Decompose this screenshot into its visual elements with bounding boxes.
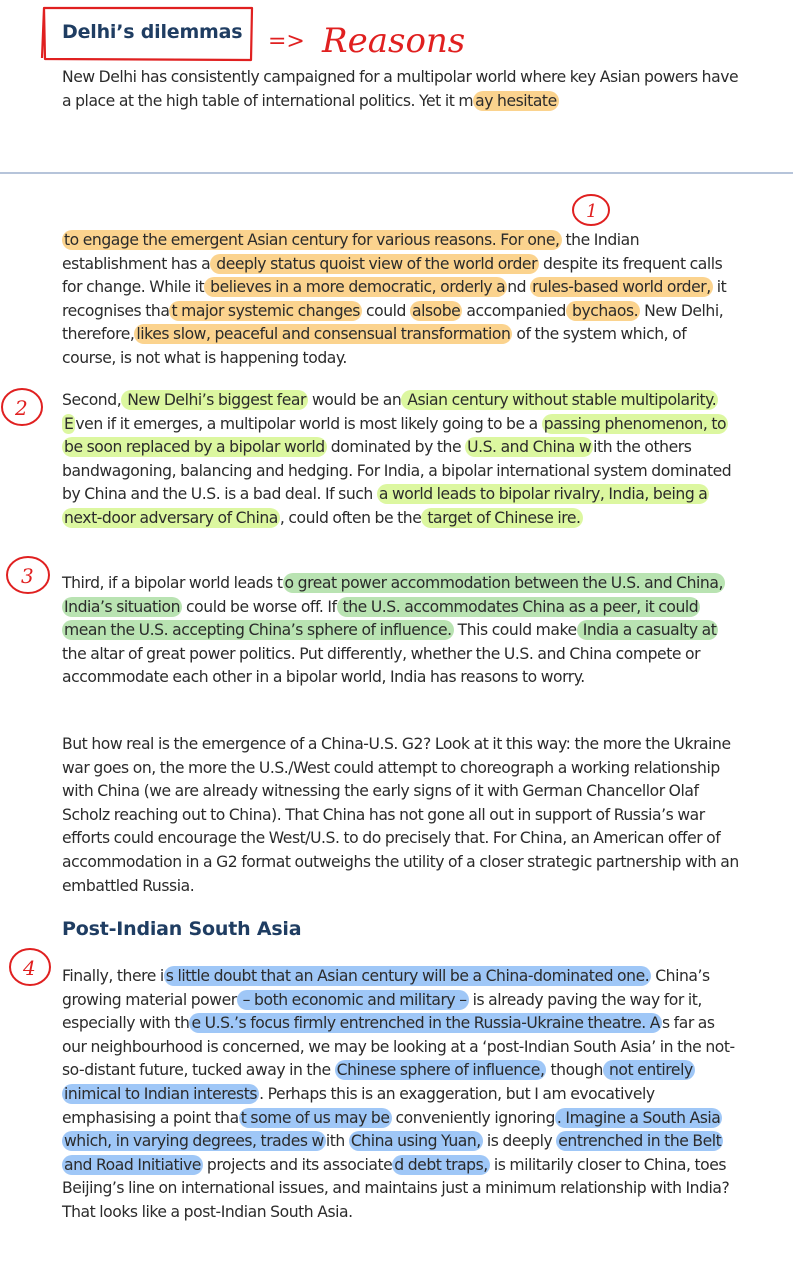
body-text: . Perhaps this is an exaggeration, but I am evocatively emphasising a point tha <box>62 1084 655 1127</box>
highlighted-text: the U.S. accommodates China as a peer, it could mean the U.S. accepting China’s sphere of influence. <box>64 597 699 640</box>
body-text: could be worse off. If <box>182 597 337 616</box>
body-text: New Delhi, therefore, <box>62 301 724 344</box>
highlighted-text: ay hesitate <box>475 91 557 110</box>
body-text: , could often be the <box>279 508 422 527</box>
section-heading-post-indian-south-asia: Post-Indian South Asia <box>62 918 302 940</box>
highlighted-text: believes in a more democratic, orderly a <box>206 278 506 297</box>
body-text: would be an <box>307 391 402 409</box>
paragraph-reason-four <box>62 965 742 1225</box>
highlighted-text: t major systemic changes <box>171 301 360 320</box>
body-text: Second, <box>62 391 122 409</box>
body-text: is already paving the way for it, especially with th <box>62 990 702 1033</box>
highlighted-text: entrenched in the Belt and Road Initiative <box>64 1132 722 1174</box>
marker-circle-4 <box>10 949 50 985</box>
highlighted-text: not entirely inimical to Indian interests <box>64 1061 693 1103</box>
highlighted-text: e U.S.’s focus firmly entrenched in the Russia-Ukraine theatre. A <box>191 1014 660 1033</box>
reasons-annotation: Reasons <box>322 21 466 61</box>
marker-1: 1 <box>586 201 598 222</box>
body-text: the Indian establishment has a <box>62 231 640 273</box>
highlighted-text: likes slow, peaceful and consensual transformation <box>136 325 511 344</box>
body-text: ith <box>325 1132 349 1151</box>
body-text: Third, if a bipolar world leads t <box>62 574 283 592</box>
highlighted-text: passing phenomenon, to be soon replaced by a bipolar world <box>64 414 727 457</box>
highlighted-text: Asian century without stable multipolarity. E <box>64 391 717 433</box>
marker-4: 4 <box>23 956 36 980</box>
highlighted-text: s little doubt that an Asian century will be a China-dominated one. <box>165 967 650 985</box>
highlighted-text: China using Yuan, <box>350 1132 481 1151</box>
highlighted-text: to engage the emergent Asian century for various reasons. For one, <box>64 231 560 249</box>
highlighted-text: U.S. and China w <box>467 438 592 457</box>
highlighted-text: Chinese sphere of influence, <box>336 1061 545 1080</box>
highlighted-text: – both economic and military – <box>238 990 467 1009</box>
highlighted-text: rules-based world order, <box>532 278 711 297</box>
highlighted-text: d debt traps, <box>394 1155 488 1174</box>
marker-3: 3 <box>21 564 34 588</box>
body-text: the altar of great power politics. Put differently, whether the U.S. and China compete or accommodate each other in a bipolar world, India has reasons to worry. <box>62 644 701 687</box>
body-text: Finally, there i <box>62 967 164 985</box>
highlighted-text: . Imagine a South Asia which, in varying degrees, trades w <box>64 1108 721 1151</box>
body-text: China’s growing material power <box>62 967 710 1009</box>
body-text: dominated by the <box>326 438 466 457</box>
body-text: it recognises tha <box>62 278 727 320</box>
section-heading-delhis-dilemmas: Delhi’s dilemmas <box>62 21 243 43</box>
highlighted-text: t some of us may be <box>240 1108 390 1127</box>
body-text: is militarily closer to China, toes Beijing’s line on international issues, and maintains just a minimum relationship with India? That looks like a post-Indian South Asia. <box>62 1155 730 1221</box>
marker-circle-3 <box>7 557 49 593</box>
arrow-annotation: => <box>268 29 305 54</box>
body-text: of the system which, of course, is not what is happening today. <box>62 325 687 367</box>
paragraph-g2 <box>62 733 742 898</box>
highlighted-text: o great power accommodation between the U.S. and China, India’s situation <box>64 574 723 616</box>
body-text: ith the others bandwagoning, balancing and hedging. For India, a bipolar international system dominated by China and the U.S. is a bad deal. If such <box>62 438 732 504</box>
body-text: despite its frequent calls for change. While it <box>62 254 723 297</box>
marker-circle-2 <box>2 389 42 425</box>
paragraph-reason-three <box>62 572 742 690</box>
body-text: But how real is the emergence of a China-U.S. G2? Look at it this way: the more the Ukraine war goes on, the more the U.S./West could attempt to choreograph a working relationship with China (we are already witnessing the early signs of it with German Chancellor Olaf Scholz reaching out to China). That China has not gone all out in support of Russia’s war efforts could encourage the West/U.S. to do precisely that. For China, an American offer of accommodation in a G2 format outweighs the utility of a closer strategic partnership with an embattled Russia. <box>62 735 739 895</box>
highlighted-text: bychaos. <box>567 301 639 320</box>
body-text: s far as our neighbourhood is concerned, we may be looking at a ‘post-Indian South Asia’ in the not-so-distant future, tucked away in the <box>62 1014 735 1080</box>
paragraph-intro <box>62 66 742 113</box>
body-text: ven if it emerges, a multipolar world is most likely going to be a <box>75 414 542 433</box>
highlighted-text: India a casualty at <box>578 621 717 640</box>
body-text: could <box>361 301 410 320</box>
body-text: projects and its associate <box>202 1155 393 1174</box>
highlighted-text: New Delhi’s biggest fear <box>123 391 306 409</box>
highlighted-text: target of Chinese ire. <box>423 508 581 527</box>
highlighted-text: a world leads to bipolar rivalry, India, being a next-door adversary of China <box>64 485 708 527</box>
paragraph-reason-two <box>62 389 742 531</box>
highlighted-text: deeply status quoist view of the world order <box>212 254 538 273</box>
body-text: though <box>546 1061 603 1080</box>
body-text: New Delhi has consistently campaigned for a multipolar world where key Asian powers have a place at the high table of international politics. Yet it m <box>62 68 739 110</box>
highlighted-text: alsobe <box>411 301 461 320</box>
paragraph-reason-one <box>62 229 742 371</box>
body-text: nd <box>507 278 531 297</box>
body-text: This could make <box>453 621 577 640</box>
body-text: is deeply <box>482 1132 557 1151</box>
marker-2: 2 <box>15 396 28 420</box>
page-divider <box>0 172 793 174</box>
body-text: accompanied <box>462 301 566 320</box>
body-text: conveniently ignoring <box>391 1108 555 1127</box>
marker-circle-1 <box>573 195 609 225</box>
